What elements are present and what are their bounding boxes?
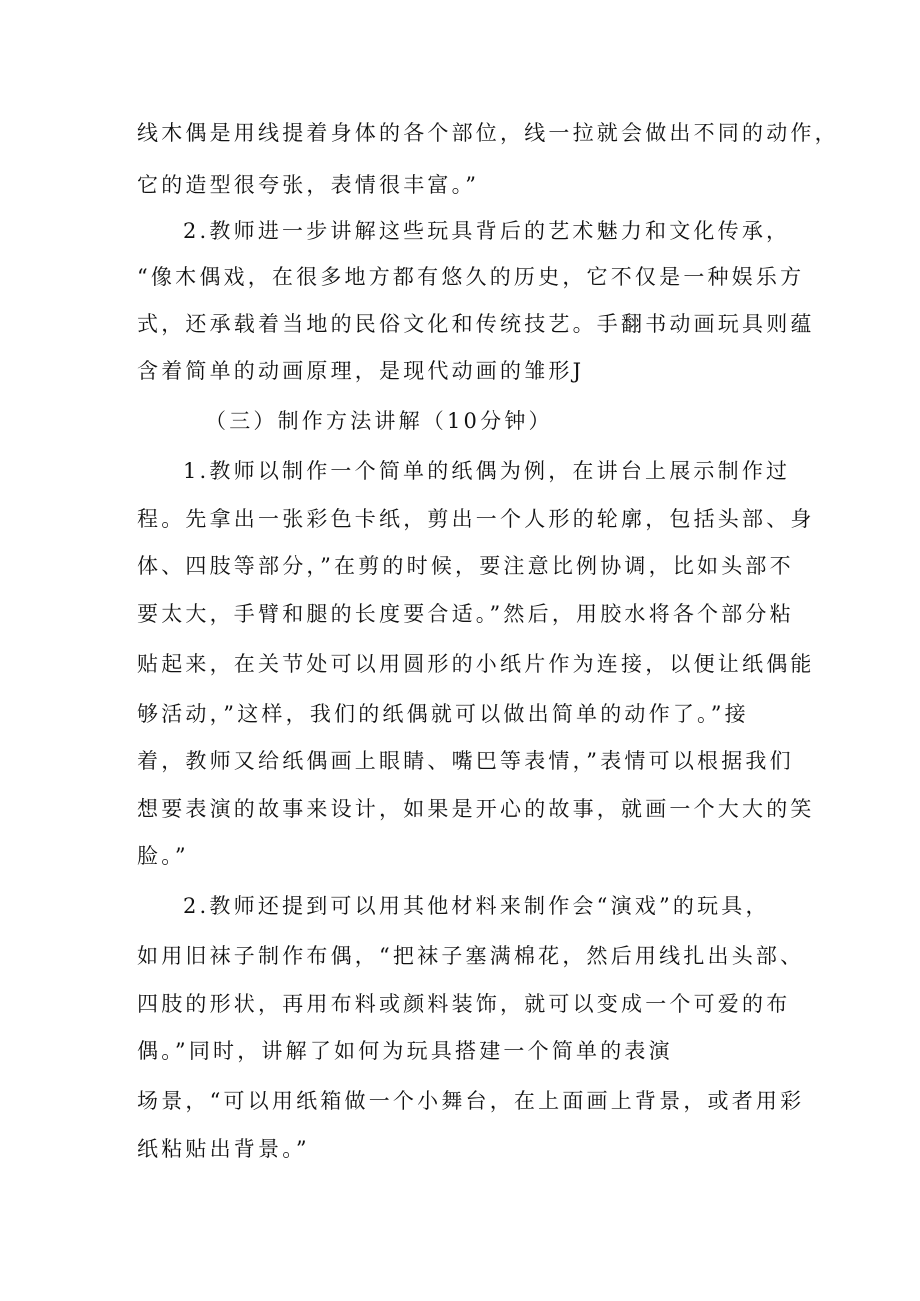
text-line: 脸。” [137, 844, 189, 868]
text-line: 想要表演的故事来设计，如果是开心的故事，就画一个大大的笑 [137, 797, 815, 821]
section-heading: （三）制作方法讲解（10分钟） [205, 409, 553, 433]
text-line: 场景，“可以用纸箱做一个小舞台，在上面画上背景，或者用彩 [137, 1089, 805, 1113]
text-line: 贴起来，在关节处可以用圆形的小纸片作为连接，以便让纸偶能 [137, 652, 815, 676]
text-line: 1.教师以制作一个简单的纸偶为例，在讲台上展示制作过 [183, 459, 791, 483]
text-line: 程。先拿出一张彩色卡纸，剪出一个人形的轮廓，包括头部、身 [137, 507, 815, 531]
text-line: 2.教师进一步讲解这些玩具背后的艺术魅力和文化传承， [183, 219, 791, 243]
text-line: 着，教师又给纸偶画上眼睛、嘴巴等表情，”表情可以根据我们 [137, 749, 794, 773]
text-line: 要太大，手臂和腿的长度要合适。”然后，用胶水将各个部分粘 [137, 602, 794, 626]
text-line: 四肢的形状，再用布料或颜料装饰，就可以变成一个可爱的布 [137, 992, 791, 1016]
text-line: 纸粘贴出背景。” [137, 1137, 310, 1161]
text-line: “像木偶戏，在很多地方都有悠久的历史，它不仅是一种娱乐方 [137, 265, 805, 289]
text-line: 2.教师还提到可以用其他材料来制作会“演戏”的玩具， [183, 894, 770, 918]
text-line: 体、四肢等部分，”在剪的时候，要注意比例协调，比如头部不 [137, 554, 794, 578]
text-line: 够活动，”这样，我们的纸偶就可以做出简单的动作了。”接 [137, 702, 749, 726]
text-line: 式，还承载着当地的民俗文化和传统技艺。手翻书动画玩具则蕴 [137, 312, 815, 336]
text-line: 偶。”同时，讲解了如何为玩具搭建一个简单的表演 [137, 1039, 673, 1063]
text-line: 如用旧袜子制作布偶，“把袜子塞满棉花，然后用线扎出头部、 [137, 944, 805, 968]
text-line: 含着简单的动画原理，是现代动画的雏形J [137, 359, 585, 383]
text-line: 它的造型很夸张，表情很丰富。” [137, 173, 480, 197]
text-line: 线木偶是用线提着身体的各个部位，线一拉就会做出不同的动作， [137, 121, 839, 145]
